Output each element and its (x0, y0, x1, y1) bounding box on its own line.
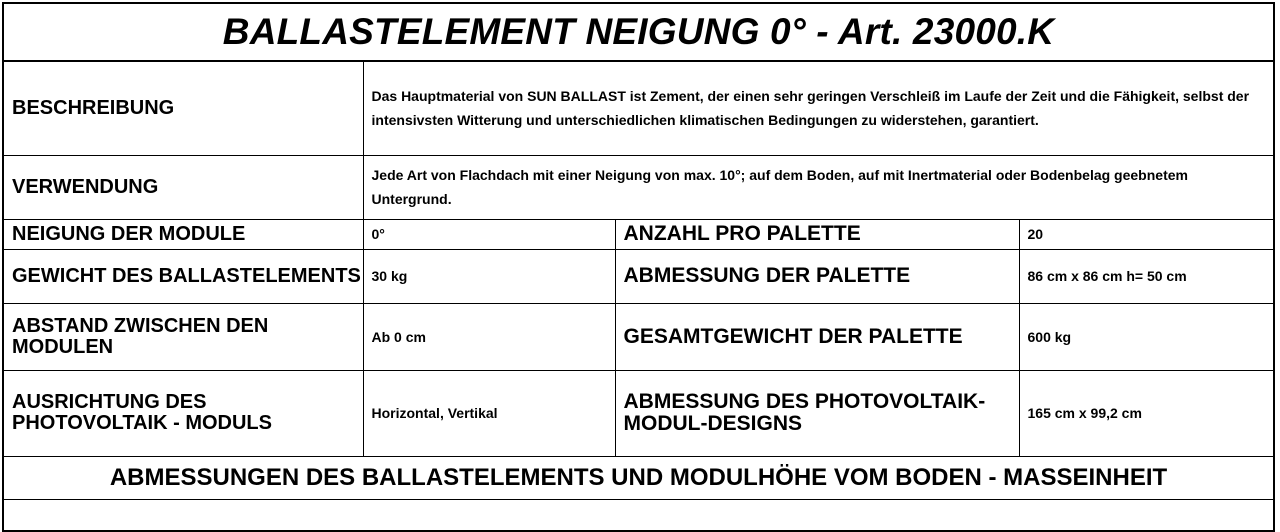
label-abmessung-modul: ABMESSUNG DES PHOTOVOLTAIK-MODUL-DESIGNS (615, 370, 1019, 456)
table-row (4, 62, 1273, 155)
label-abmessung-palette: ABMESSUNG DER PALETTE (615, 249, 1019, 303)
value-verwendung: Jede Art von Flachdach mit einer Neigung von max. 10°; auf dem Boden, auf mit Inertmaterial oder Bodenbelag geebnetem Untergrund. (363, 155, 1273, 219)
value-gesamtgewicht: 600 kg (1019, 303, 1273, 370)
value-abmessung-palette: 86 cm x 86 cm h= 50 cm (1019, 249, 1273, 303)
table-row (4, 219, 1273, 249)
value-beschreibung: Das Hauptmaterial von SUN BALLAST ist Zement, der einen sehr geringen Verschleiß im Laufe der Zeit und die Fähigkeit, selbst der intensivsten Witterung und unterschiedlichen klimatischen Bedingungen zu widerstehen, garantiert. (363, 62, 1273, 155)
value-anzahl: 20 (1019, 219, 1273, 249)
value-neigung: 0° (363, 219, 615, 249)
label-anzahl: ANZAHL PRO PALETTE (615, 219, 1019, 249)
document-title: BALLASTELEMENT NEIGUNG 0° - Art. 23000.K (4, 4, 1273, 62)
label-abstand: ABSTAND ZWISCHEN DEN MODULEN (4, 303, 363, 370)
label-gewicht: GEWICHT DES BALLASTELEMENTS (4, 249, 363, 303)
value-abmessung-modul: 165 cm x 99,2 cm (1019, 370, 1273, 456)
value-ausrichtung: Horizontal, Vertikal (363, 370, 615, 456)
label-beschreibung: BESCHREIBUNG (4, 62, 363, 155)
spec-sheet (2, 2, 1275, 532)
label-gesamtgewicht: GESAMTGEWICHT DER PALETTE (615, 303, 1019, 370)
label-ausrichtung: AUSRICHTUNG DES PHOTOVOLTAIK - MODULS (4, 370, 363, 456)
label-neigung: NEIGUNG DER MODULE (4, 219, 363, 249)
value-gewicht: 30 kg (363, 249, 615, 303)
value-abstand: Ab 0 cm (363, 303, 615, 370)
table-row (4, 155, 1273, 219)
label-verwendung: VERWENDUNG (4, 155, 363, 219)
table-row (4, 303, 1273, 370)
table-row (4, 370, 1273, 456)
table-row (4, 249, 1273, 303)
spec-table (4, 62, 1273, 457)
section-heading: ABMESSUNGEN DES BALLASTELEMENTS UND MODULHÖHE VOM BODEN - MASSEINHEIT (4, 456, 1273, 500)
